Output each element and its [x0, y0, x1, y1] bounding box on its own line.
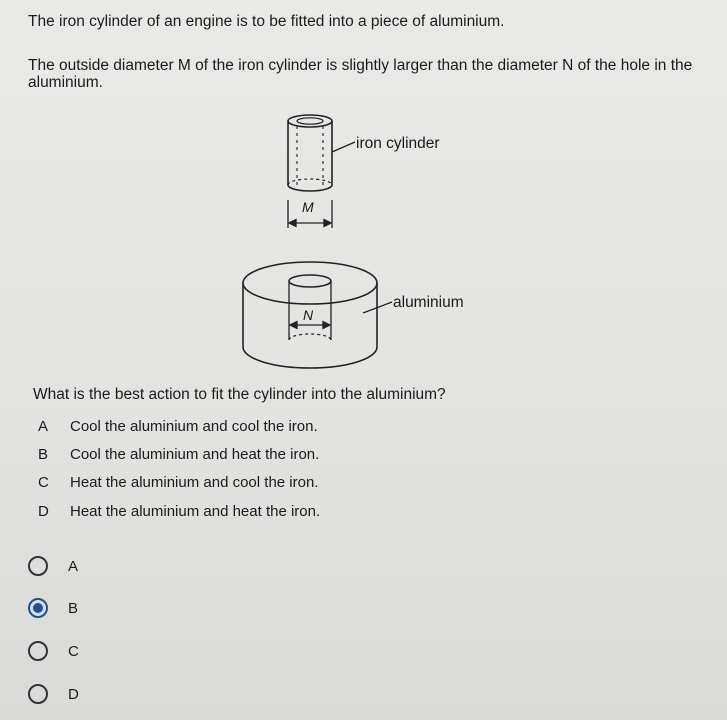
intro-line-1: The iron cylinder of an engine is to be fitted into a piece of aluminium.: [28, 13, 505, 30]
iron-cylinder-drawing: [288, 115, 355, 191]
selected-dot-icon: [33, 603, 43, 613]
option-letter: D: [38, 503, 49, 520]
question-text: What is the best action to fit the cylinder into the aluminium?: [33, 386, 446, 403]
option-c: [38, 474, 318, 491]
answer-choice-c[interactable]: [28, 636, 79, 666]
answer-choice-d[interactable]: [28, 679, 79, 709]
answer-label-d: D: [68, 685, 79, 703]
option-letter: A: [38, 418, 49, 435]
option-d: [38, 503, 320, 520]
radio-button-a[interactable]: [28, 556, 48, 576]
dimension-m-label: M: [302, 199, 314, 215]
answer-label-a: A: [68, 557, 79, 575]
radio-button-b[interactable]: [28, 598, 48, 618]
option-text: Cool the aluminium and cool the iron.: [70, 418, 318, 435]
answer-label-b: B: [68, 599, 79, 617]
dimension-n-label: N: [303, 307, 314, 323]
aluminium-block-drawing: [243, 262, 392, 368]
radio-button-d[interactable]: [28, 684, 48, 704]
radio-button-c[interactable]: [28, 641, 48, 661]
answer-label-c: C: [68, 642, 79, 660]
answer-choice-b[interactable]: [28, 593, 78, 623]
intro-line-3: aluminium.: [28, 74, 103, 91]
iron-cylinder-label: iron cylinder: [356, 135, 440, 152]
option-text: Heat the aluminium and cool the iron.: [70, 474, 319, 491]
answer-choice-a[interactable]: [28, 551, 78, 581]
option-letter: C: [38, 474, 49, 491]
option-letter: B: [38, 446, 49, 463]
option-a: [38, 418, 318, 435]
option-text: Heat the aluminium and heat the iron.: [70, 503, 321, 520]
option-text: Cool the aluminium and heat the iron.: [70, 446, 320, 463]
aluminium-label: aluminium: [393, 294, 464, 311]
option-b: [38, 446, 319, 463]
intro-line-2: The outside diameter M of the iron cylinder is slightly larger than the diameter N of the hole in the: [28, 57, 693, 74]
